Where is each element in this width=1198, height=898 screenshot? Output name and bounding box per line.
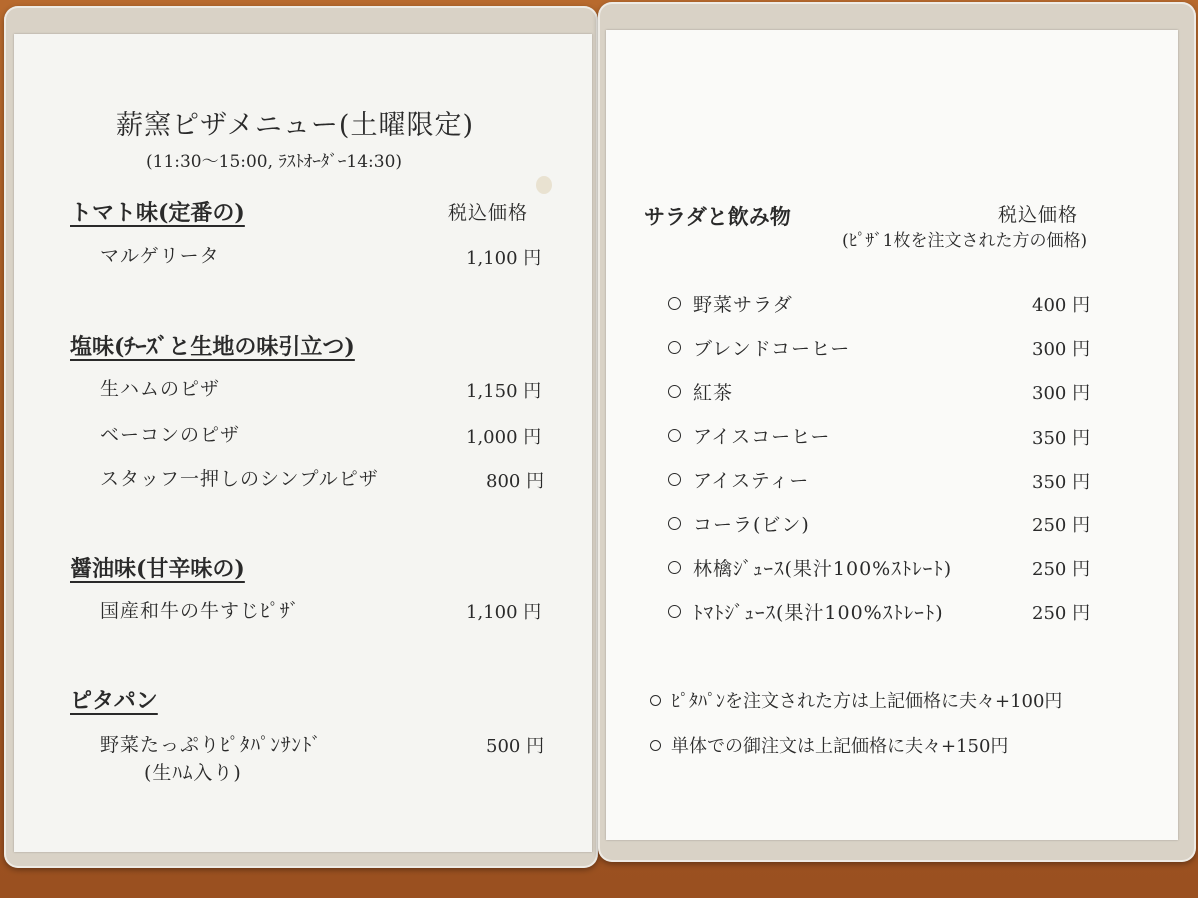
menu-item-name: 国産和牛の牛すじﾋﾟｻﾞ [100, 600, 301, 622]
drink-item: 野菜サラダ [668, 296, 793, 315]
bullet-circle-icon [668, 297, 681, 310]
drink-item: 林檎ｼﾞｭｰｽ(果汁100%ｽﾄﾚｰﾄ) [668, 560, 952, 579]
drink-item: 紅茶 [668, 384, 733, 403]
menu-item-price: 1,100 円 [466, 248, 542, 269]
menu-item-name: 生ハムのピザ [100, 378, 221, 400]
pricing-note: ﾋﾟﾀﾊﾟﾝを注文された方は上記価格に夫々+100円 [650, 693, 1062, 711]
menu-hours: (11:30～15:00, ﾗｽﾄｵｰﾀﾞｰ14:30) [146, 152, 403, 172]
drink-price: 350 円 [1032, 428, 1091, 449]
bullet-circle-icon [668, 561, 681, 574]
menu-item-price: 1,000 円 [466, 427, 542, 448]
bullet-circle-icon [650, 740, 661, 751]
drink-price: 250 円 [1032, 603, 1091, 624]
section-heading-salt: 塩味(ﾁｰｽﾞと生地の味引立つ) [70, 334, 355, 360]
drink-item: コーラ(ビン) [668, 516, 810, 535]
drink-item: ﾄﾏﾄｼﾞｭｰｽ(果汁100%ｽﾄﾚｰﾄ) [668, 604, 944, 623]
bullet-circle-icon [668, 605, 681, 618]
bullet-circle-icon [650, 695, 661, 706]
menu-item-name: マルゲリータ [100, 245, 220, 267]
bullet-circle-icon [668, 473, 681, 486]
bullet-circle-icon [668, 341, 681, 354]
drink-price: 250 円 [1032, 515, 1091, 536]
menu-item-name: スタッフ一押しのシンプルピザ [100, 468, 379, 490]
menu-item-price: 1,150 円 [466, 381, 542, 402]
drink-item: ブレンドコーヒー [668, 340, 850, 359]
drink-price: 250 円 [1032, 559, 1091, 580]
menu-item-price: 1,100 円 [466, 602, 542, 623]
bullet-circle-icon [668, 429, 681, 442]
drinks-heading: サラダと飲み物 [644, 204, 791, 229]
paper-stain [536, 176, 552, 194]
section-heading-soy: 醤油味(甘辛味の) [70, 556, 245, 582]
section-heading-pita: ピタパン [70, 688, 158, 714]
drinks-price-header: 税込価格 [998, 204, 1079, 226]
menu-title: 薪窯ピザメニュー(土曜限定) [116, 110, 474, 141]
menu-item-name: ベーコンのピザ [100, 424, 241, 446]
drinks-price-note: (ﾋﾟｻﾞ1枚を注文された方の価格) [842, 231, 1088, 251]
bullet-circle-icon [668, 385, 681, 398]
menu-item-subtext: (生ﾊﾑ入り) [144, 762, 242, 784]
section-heading-tomato: トマト味(定番の) [70, 200, 245, 226]
menu-item-price: 800 円 [486, 471, 545, 492]
drink-price: 300 円 [1032, 339, 1091, 360]
price-header: 税込価格 [448, 202, 529, 224]
drink-item: アイスティー [668, 472, 809, 491]
pricing-note: 単体での御注文は上記価格に夫々+150円 [650, 738, 1008, 756]
menu-item-name: 野菜たっぷりﾋﾟﾀﾊﾟﾝｻﾝﾄﾞ [100, 734, 323, 756]
drink-item: アイスコーヒー [668, 428, 830, 447]
bullet-circle-icon [668, 517, 681, 530]
drink-price: 300 円 [1032, 383, 1091, 404]
menu-item-price: 500 円 [486, 736, 545, 757]
drink-price: 350 円 [1032, 472, 1091, 493]
drink-price: 400 円 [1032, 295, 1091, 316]
